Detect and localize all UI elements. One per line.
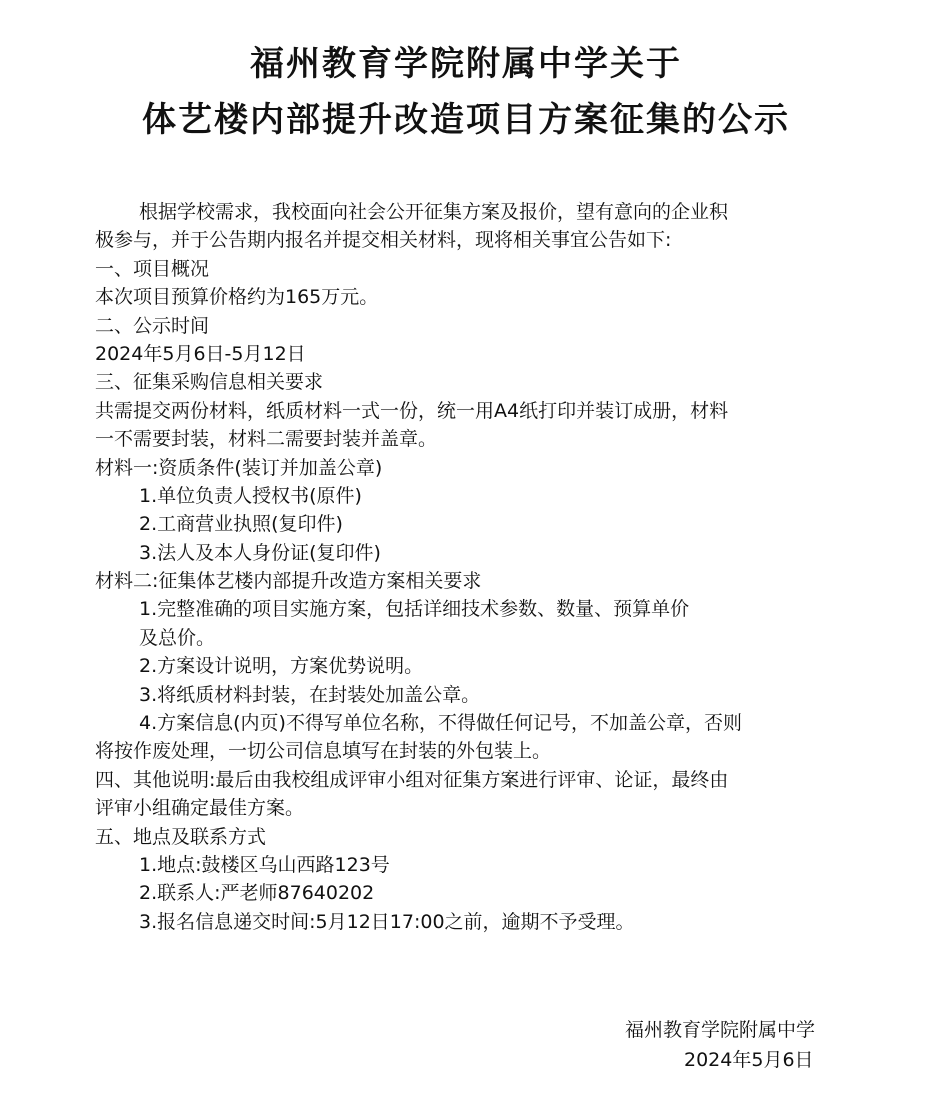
section5-item: 1.地点:鼓楼区乌山西路123号 (139, 853, 390, 876)
material1-item: 2.工商营业执照(复印件) (139, 513, 343, 536)
signature-date: 2024年5月6日 (684, 1049, 814, 1071)
section1-heading: 一、项目概况 (95, 257, 210, 280)
section3-text-line1: 共需提交两份材料，纸质材料一式一份，统一用A4纸打印并装订成册，材料 (95, 399, 729, 422)
material2-item1-line1: 1.完整准确的项目实施方案，包括详细技术参数、数量、预算单价 (139, 598, 690, 621)
section2-text: 2024年5月6日-5月12日 (95, 342, 306, 365)
document-title-line2: 体艺楼内部提升改造项目方案征集的公示 (142, 100, 790, 140)
section4-text-line2: 评审小组确定最佳方案。 (95, 797, 305, 820)
material2-item4-line2: 将按作废处理，一切公司信息填写在封装的外包装上。 (95, 740, 552, 763)
section3-text-line2: 一不需要封装，材料二需要封装并盖章。 (95, 428, 438, 451)
section5-heading: 五、地点及联系方式 (95, 825, 267, 848)
intro-paragraph-line1: 根据学校需求，我校面向社会公开征集方案及报价，望有意向的企业积 (139, 201, 729, 223)
material1-item: 3.法人及本人身份证(复印件) (139, 541, 381, 564)
intro-paragraph-line2: 极参与，并于公告期内报名并提交相关材料，现将相关事宜公告如下: (95, 229, 672, 252)
section5-item: 2.联系人:严老师87640202 (139, 882, 375, 905)
material2-item2: 2.方案设计说明，方案优势说明。 (139, 655, 424, 678)
section1-text: 本次项目预算价格约为165万元。 (95, 286, 379, 309)
material2-heading: 材料二:征集体艺楼内部提升改造方案相关要求 (95, 570, 482, 593)
material1-heading: 材料一:资质条件(装订并加盖公章) (95, 456, 383, 479)
document-body (95, 198, 855, 936)
signature-organization: 福州教育学院附属中学 (625, 1019, 816, 1041)
section2-heading: 二、公示时间 (95, 314, 210, 337)
material2-item1-line2: 及总价。 (139, 626, 216, 649)
section5-item: 3.报名信息递交时间:5月12日17:00之前，逾期不予受理。 (139, 910, 635, 933)
material2-item3: 3.将纸质材料封装，在封装处加盖公章。 (139, 683, 481, 706)
section3-heading: 三、征集采购信息相关要求 (95, 371, 324, 394)
material2-item4-line1: 4.方案信息(内页)不得写单位名称，不得做任何记号，不加盖公章，否则 (139, 712, 742, 735)
section4-text-line1: 四、其他说明:最后由我校组成评审小组对征集方案进行评审、论证，最终由 (95, 768, 729, 791)
document-title-line1: 福州教育学院附属中学关于 (250, 44, 682, 84)
material1-item: 1.单位负责人授权书(原件) (139, 484, 362, 507)
